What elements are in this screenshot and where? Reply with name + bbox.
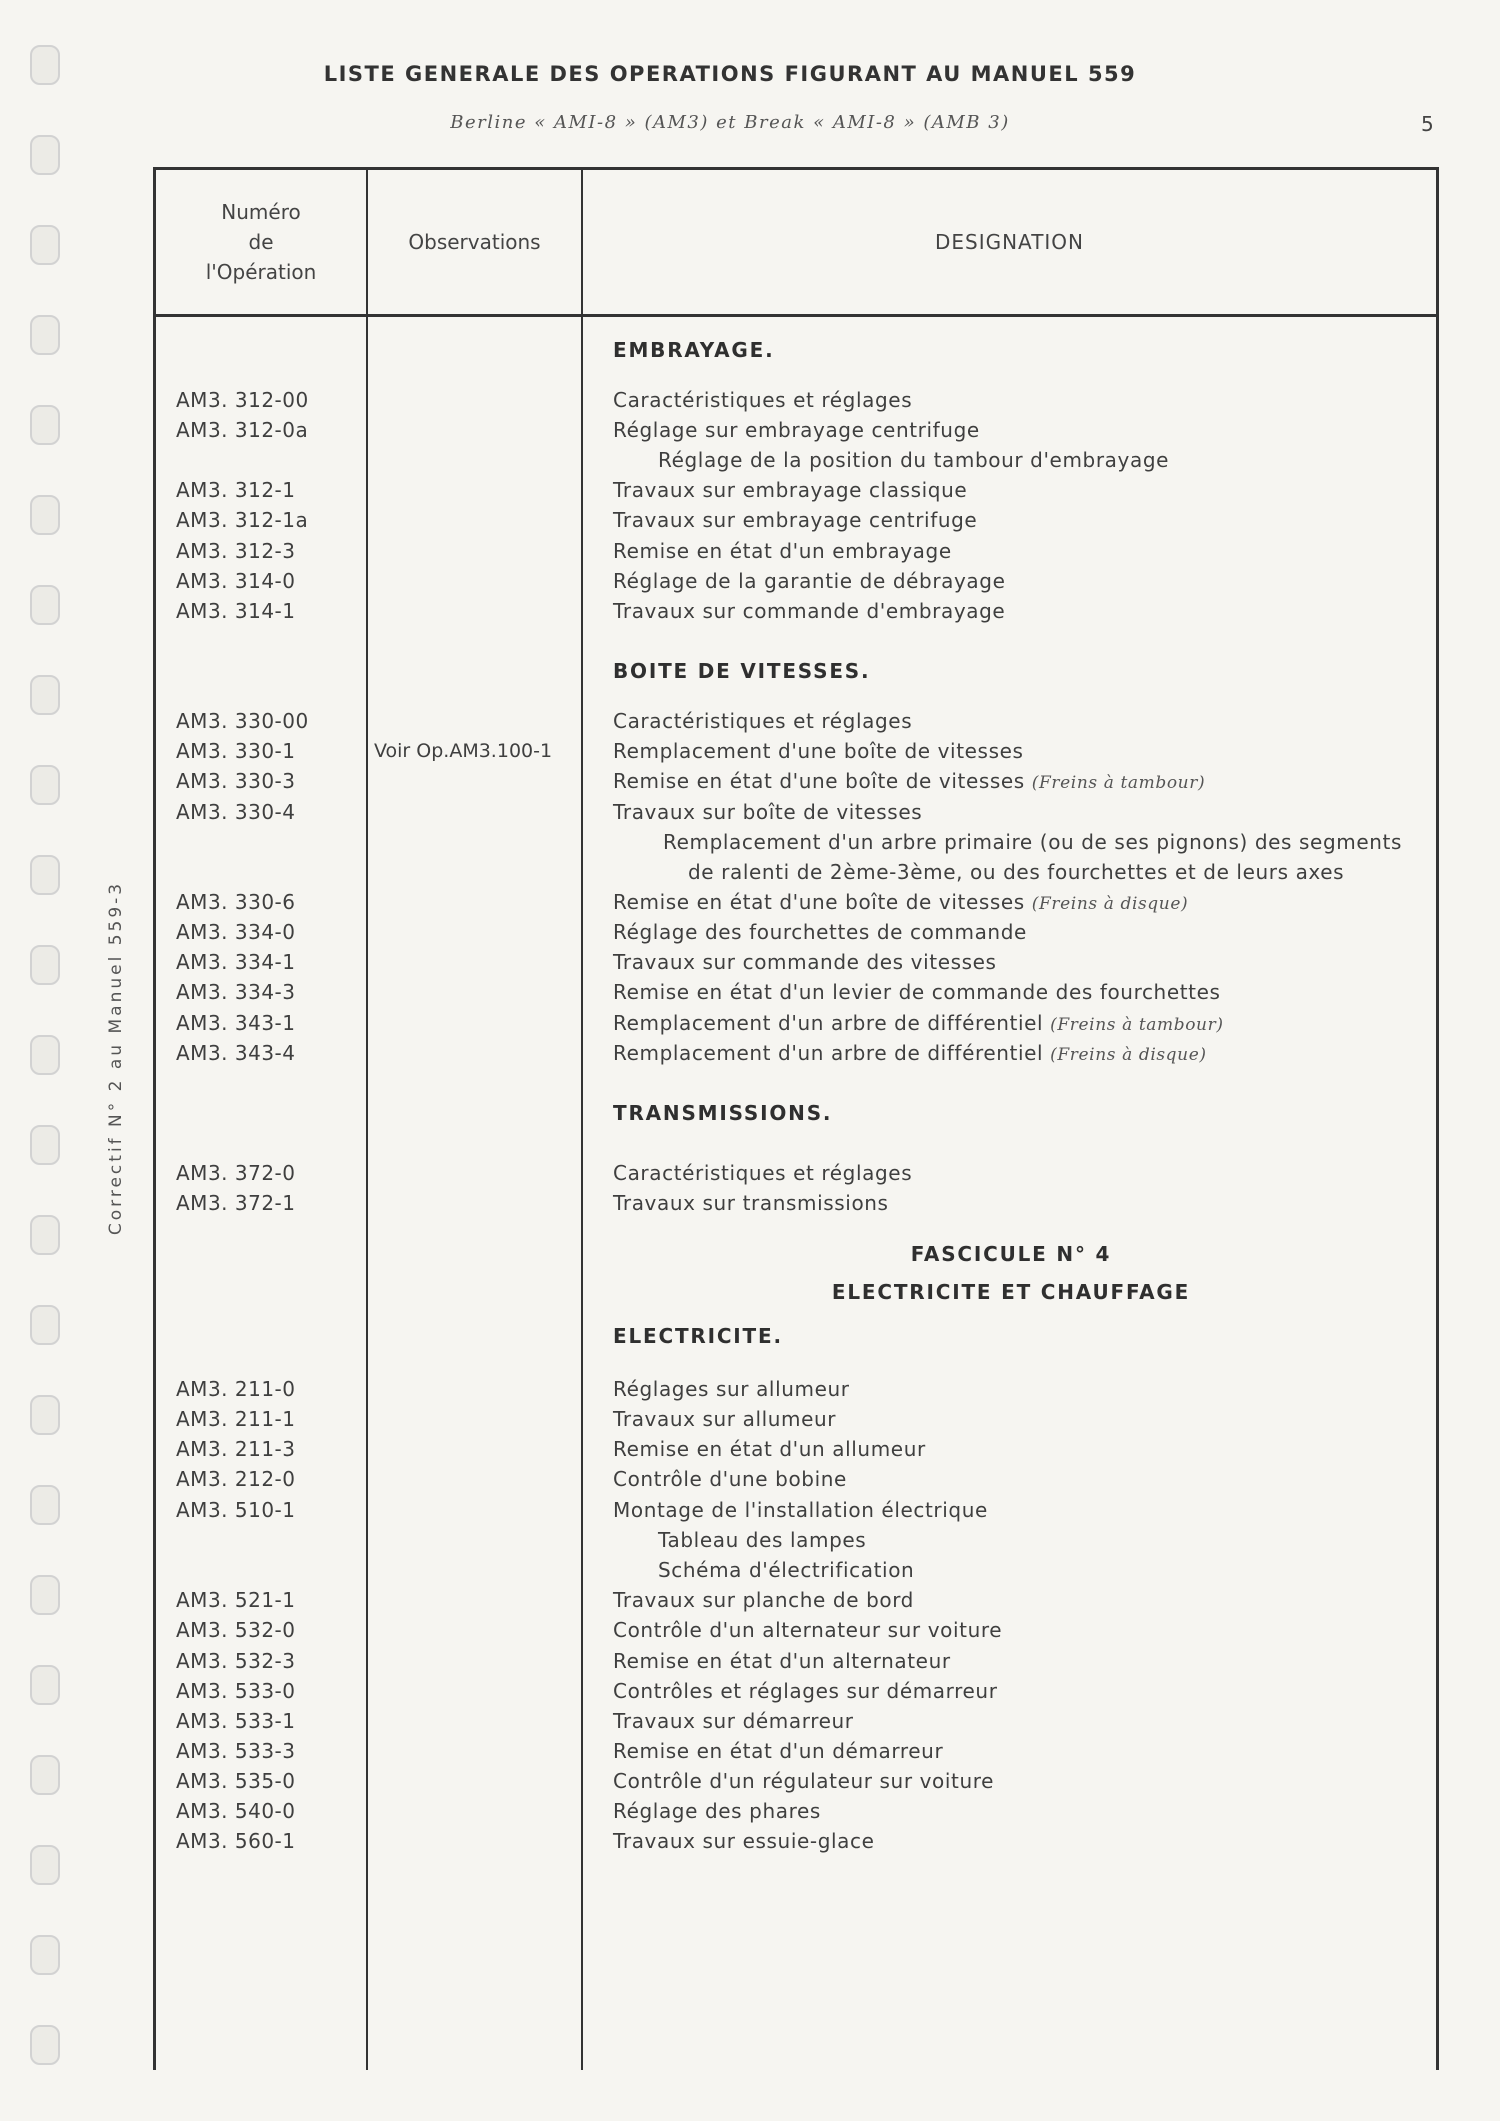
operation-number: AM3. 334-0: [176, 920, 296, 944]
binding-hole: [30, 405, 60, 445]
designation-label: de ralenti de 2ème-3ème, ou des fourchettes et de leurs axes: [688, 860, 1345, 884]
designation-label: Remplacement d'un arbre de différentiel: [613, 1011, 1044, 1035]
designation-label: Remise en état d'une boîte de vitesses: [613, 890, 1025, 914]
binding-hole: [30, 495, 60, 535]
side-note: Correctif N° 2 au Manuel 559-3: [106, 880, 126, 1236]
section-heading: TRANSMISSIONS.: [613, 1101, 833, 1125]
operation-number: AM3. 211-1: [176, 1407, 296, 1431]
designation-label: Contrôles et réglages sur démarreur: [613, 1679, 998, 1703]
operation-number: AM3. 314-1: [176, 599, 296, 623]
operation-number: AM3. 330-00: [176, 709, 309, 733]
designation-label: Contrôle d'un alternateur sur voiture: [613, 1618, 1003, 1642]
designation: [613, 979, 1221, 1005]
designation: [688, 859, 1344, 885]
operation-number: AM3. 312-0a: [176, 418, 309, 442]
binding-hole: [30, 1125, 60, 1165]
operation-number: AM3. 343-1: [176, 1011, 296, 1035]
designation-label: Remise en état d'un alternateur: [613, 1649, 951, 1673]
brake-type-note: (Freins à tambour): [1031, 773, 1206, 793]
designation: [613, 1466, 847, 1492]
operation-number: AM3. 510-1: [176, 1498, 296, 1522]
designation: [613, 919, 1027, 945]
operation-number: AM3. 312-1a: [176, 508, 309, 532]
designation: [613, 568, 1005, 594]
designation: [613, 949, 997, 975]
operation-number: AM3. 532-0: [176, 1618, 296, 1642]
designation: [613, 1708, 854, 1734]
operation-number: AM3. 312-00: [176, 388, 309, 412]
designation: [613, 738, 1024, 764]
operation-number: AM3. 533-1: [176, 1709, 296, 1733]
designation: [613, 1376, 850, 1402]
binding-hole: [30, 1035, 60, 1075]
binding-hole: [30, 2025, 60, 2065]
binding-hole: [30, 1575, 60, 1615]
table-body: [156, 317, 1436, 2070]
operation-number: AM3. 211-3: [176, 1437, 296, 1461]
header-numero-label: Numéro de l'Opération: [205, 200, 317, 284]
designation: [658, 1557, 914, 1583]
designation-label: Remise en état d'une boîte de vitesses: [613, 769, 1025, 793]
page-subtitle: Berline « AMI-8 » (AM3) et Break « AMI-8 » (AMB 3): [450, 112, 1010, 133]
binding-hole: [30, 1935, 60, 1975]
operation-number: AM3. 330-1: [176, 739, 296, 763]
designation: [613, 1738, 943, 1764]
designation: [613, 1436, 926, 1462]
operations-table: [153, 167, 1439, 2070]
operation-number: AM3. 212-0: [176, 1467, 296, 1491]
designation-label: Remplacement d'une boîte de vitesses: [613, 739, 1024, 763]
binding-hole: [30, 855, 60, 895]
designation-label: Réglage de la position du tambour d'embrayage: [658, 448, 1170, 472]
designation: [613, 1798, 821, 1824]
designation: [613, 1768, 994, 1794]
designation: [613, 1828, 875, 1854]
binding-hole: [30, 315, 60, 355]
designation: [613, 1406, 836, 1432]
designation-label: Réglage de la garantie de débrayage: [613, 569, 1006, 593]
designation-label: Contrôle d'un régulateur sur voiture: [613, 1769, 995, 1793]
designation: [613, 1587, 914, 1613]
binding-hole: [30, 135, 60, 175]
binding-holes: [26, 0, 66, 2121]
designation: [613, 1190, 889, 1216]
binding-hole: [30, 1215, 60, 1255]
designation: [613, 538, 952, 564]
operation-number: AM3. 533-0: [176, 1679, 296, 1703]
designation-label: Schéma d'électrification: [658, 1558, 915, 1582]
designation: [613, 708, 912, 734]
designation-label: Travaux sur commande d'embrayage: [613, 599, 1006, 623]
brake-type-note: (Freins à disque): [1050, 1045, 1207, 1065]
binding-hole: [30, 45, 60, 85]
designation-label: Tableau des lampes: [658, 1528, 867, 1552]
designation-label: Remise en état d'un levier de commande des fourchettes: [613, 980, 1221, 1004]
designation-label: Remplacement d'un arbre de différentiel: [613, 1041, 1044, 1065]
designation-label: Travaux sur démarreur: [613, 1709, 854, 1733]
operation-number: AM3. 532-3: [176, 1649, 296, 1673]
header-numero: [156, 170, 366, 314]
binding-hole: [30, 1755, 60, 1795]
designation: [613, 1497, 988, 1523]
designation-label: Travaux sur boîte de vitesses: [613, 800, 923, 824]
fascicule-heading: FASCICULE N° 4: [910, 1242, 1112, 1266]
header-observations-label: Observations: [408, 230, 541, 254]
operation-number: AM3. 540-0: [176, 1799, 296, 1823]
designation-label: Remise en état d'un allumeur: [613, 1437, 926, 1461]
operation-number: AM3. 312-1: [176, 478, 296, 502]
operation-number: AM3. 330-4: [176, 800, 296, 824]
designation: [613, 1160, 912, 1186]
binding-hole: [30, 1665, 60, 1705]
binding-hole: [30, 1305, 60, 1345]
designation: [613, 1010, 1224, 1038]
binding-hole: [30, 1485, 60, 1525]
designation-label: Réglage des phares: [613, 1799, 821, 1823]
designation: [613, 1678, 998, 1704]
binding-hole: [30, 1845, 60, 1885]
operation-number: AM3. 372-1: [176, 1191, 296, 1215]
binding-hole: [30, 225, 60, 265]
binding-hole: [30, 585, 60, 625]
designation-label: Réglages sur allumeur: [613, 1377, 850, 1401]
page-title: LISTE GENERALE DES OPERATIONS FIGURANT AU MANUEL 559: [323, 62, 1137, 86]
designation: [663, 829, 1402, 855]
designation: [613, 387, 912, 413]
designation: [613, 477, 967, 503]
operation-number: AM3. 330-3: [176, 769, 296, 793]
brake-type-note: (Freins à tambour): [1050, 1015, 1224, 1035]
operation-number: AM3. 334-3: [176, 980, 296, 1004]
designation-label: Caractéristiques et réglages: [613, 709, 913, 733]
header-designation: [583, 170, 1436, 314]
operation-number: AM3. 560-1: [176, 1829, 296, 1853]
designation-label: Travaux sur embrayage classique: [613, 478, 968, 502]
header-observations: [368, 170, 581, 314]
designation-label: Travaux sur commande des vitesses: [613, 950, 997, 974]
designation-label: Travaux sur embrayage centrifuge: [613, 508, 978, 532]
binding-hole: [30, 765, 60, 805]
operation-number: AM3. 211-0: [176, 1377, 296, 1401]
operation-number: AM3. 330-6: [176, 890, 296, 914]
operation-number: AM3. 372-0: [176, 1161, 296, 1185]
designation-label: Remplacement d'un arbre primaire (ou de ses pignons) des segments: [663, 830, 1402, 854]
binding-hole: [30, 945, 60, 985]
designation-label: Travaux sur planche de bord: [613, 1588, 914, 1612]
binding-hole: [30, 1395, 60, 1435]
fascicule-heading: ELECTRICITE ET CHAUFFAGE: [831, 1280, 1191, 1304]
designation: [613, 1617, 1002, 1643]
designation-label: Caractéristiques et réglages: [613, 1161, 913, 1185]
binding-hole: [30, 675, 60, 715]
designation-label: Travaux sur transmissions: [613, 1191, 889, 1215]
designation-label: Remise en état d'un démarreur: [613, 1739, 944, 1763]
brake-type-note: (Freins à disque): [1031, 894, 1189, 914]
designation: [613, 507, 977, 533]
designation-label: Travaux sur essuie-glace: [613, 1829, 875, 1853]
operation-number: AM3. 533-3: [176, 1739, 296, 1763]
designation: [658, 447, 1169, 473]
designation-label: Contrôle d'une bobine: [613, 1467, 847, 1491]
section-heading: ELECTRICITE.: [613, 1324, 783, 1348]
designation-label: Réglage sur embrayage centrifuge: [613, 418, 980, 442]
observation: Voir Op.AM3.100-1: [374, 740, 553, 762]
operation-number: AM3. 312-3: [176, 539, 296, 563]
designation-label: Remise en état d'un embrayage: [613, 539, 952, 563]
designation-label: Réglage des fourchettes de commande: [613, 920, 1027, 944]
designation: [613, 799, 922, 825]
operation-number: AM3. 535-0: [176, 1769, 296, 1793]
designation-label: Caractéristiques et réglages: [613, 388, 913, 412]
designation: [658, 1527, 866, 1553]
section-heading: EMBRAYAGE.: [613, 338, 775, 362]
page-number: 5: [1421, 112, 1434, 136]
designation: [613, 1040, 1207, 1068]
designation-label: Travaux sur allumeur: [613, 1407, 837, 1431]
designation-label: Montage de l'installation électrique: [613, 1498, 988, 1522]
header-designation-label: DESIGNATION: [934, 230, 1085, 254]
designation: [613, 417, 980, 443]
designation: [613, 889, 1188, 917]
operation-number: AM3. 343-4: [176, 1041, 296, 1065]
operation-number: AM3. 334-1: [176, 950, 296, 974]
section-heading: BOITE DE VITESSES.: [613, 659, 871, 683]
operation-number: AM3. 521-1: [176, 1588, 296, 1612]
operation-number: AM3. 314-0: [176, 569, 296, 593]
designation: [613, 1648, 951, 1674]
designation: [613, 768, 1205, 796]
designation: [613, 598, 1005, 624]
